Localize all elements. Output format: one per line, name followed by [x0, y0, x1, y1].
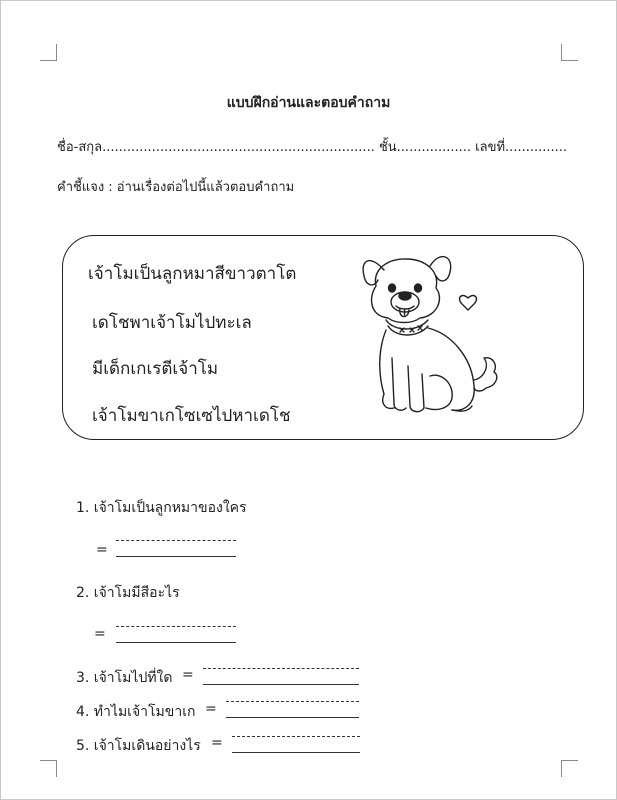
question-2-equals: =	[94, 626, 106, 642]
worksheet-title: แบบฝึกอ่านและตอบคำถาม	[226, 95, 391, 111]
crop-mark-top-right	[561, 44, 578, 61]
question-1-equals: =	[96, 542, 108, 558]
story-line-1: เจ้าโมเป็นลูกหมาสีขาวตาโต	[88, 264, 297, 284]
story-line-4: เจ้าโมขาเกโซเซไปหาเดโช	[92, 406, 291, 426]
question-4: 4. ทำไมเจ้าโมขาเก	[76, 704, 196, 720]
question-5: 5. เจ้าโมเดินอย่างไร	[76, 738, 201, 754]
answer-4-field[interactable]	[226, 698, 359, 718]
crop-mark-top-left	[40, 44, 57, 61]
story-line-3: มีเด็กเกเรตีเจ้าโม	[92, 359, 219, 379]
answer-5-field[interactable]	[232, 733, 360, 753]
question-2: 2. เจ้าโมมีสีอะไร	[76, 585, 180, 601]
question-5-equals: =	[211, 735, 223, 751]
dog-icon	[356, 246, 506, 421]
answer-2-field[interactable]	[116, 623, 236, 643]
answer-1-field[interactable]	[116, 537, 236, 557]
name-class-number-line: ชื่อ-สกุล.................................................................. ชั้น.................. เลขที่...............	[57, 140, 568, 155]
question-4-equals: =	[205, 701, 217, 717]
question-1: 1. เจ้าโมเป็นลูกหมาของใคร	[76, 500, 247, 516]
answer-3-field[interactable]	[203, 665, 359, 685]
question-3-equals: =	[182, 667, 194, 683]
story-line-2: เดโชพาเจ้าโมไปทะเล	[92, 313, 252, 333]
crop-mark-bottom-right	[561, 760, 578, 777]
crop-mark-bottom-left	[40, 760, 57, 777]
question-3: 3. เจ้าโมไปที่ใด	[76, 670, 173, 686]
instruction: คำชี้แจง : อ่านเรื่องต่อไปนี้แล้วตอบคำถาม	[57, 180, 295, 195]
